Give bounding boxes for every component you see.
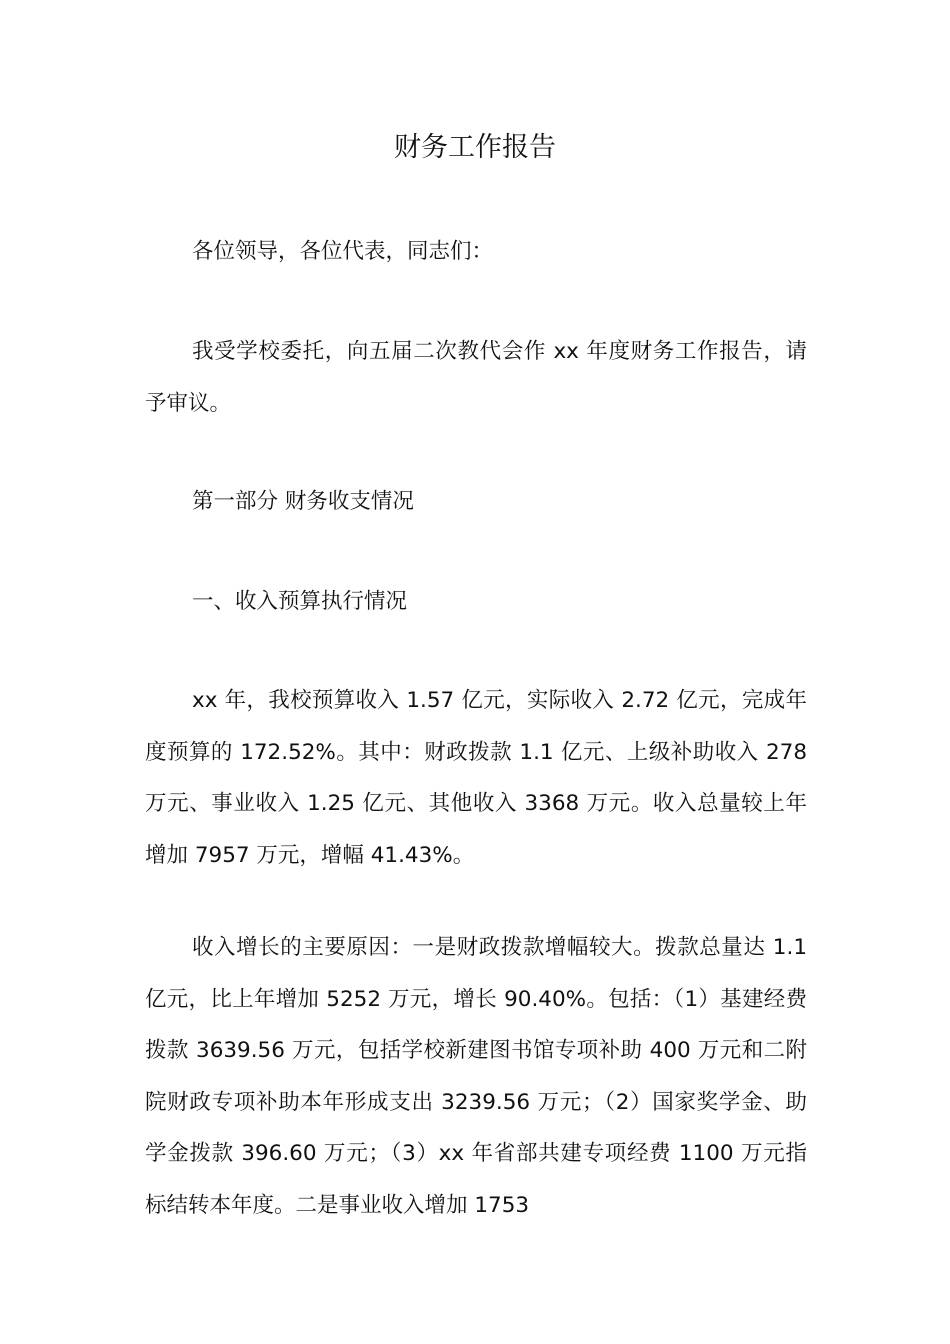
growth-reasons-paragraph: 收入增长的主要原因：一是财政拨款增幅较大。拨款总量达 1.1 亿元，比上年增加 5252 万元，增长 90.40%。包括：（1）基建经费拨款 3639.56 万元，包括学校新建图书馆专项补助 400 万元和二附院财政专项补助本年形成支出 3239.56 万元；（2）国家奖学金、助学金拨款 396.60 万元；（3）xx 年省部共建专项经费 1100 万元指标结转本年度。二是事业收入增加 1753 [145, 935, 807, 1218]
part-heading: 第一部分 财务收支情况 [192, 489, 414, 514]
intro-paragraph: 我受学校委托，向五届二次教代会作 xx 年度财务工作报告，请予审议。 [145, 339, 807, 416]
income-summary-paragraph: xx 年，我校预算收入 1.57 亿元，实际收入 2.72 亿元，完成年度预算的 172.52%。其中：财政拨款 1.1 亿元、上级补助收入 278 万元、事业收入 1.25 亿元、其他收入 3368 万元。收入总量较上年增加 7957 万元，增幅 41.43%。 [145, 688, 807, 868]
greeting-paragraph: 各位领导，各位代表，同志们： [192, 239, 494, 264]
document-title: 财务工作报告 [394, 132, 556, 163]
section-heading: 一、收入预算执行情况 [192, 589, 408, 614]
